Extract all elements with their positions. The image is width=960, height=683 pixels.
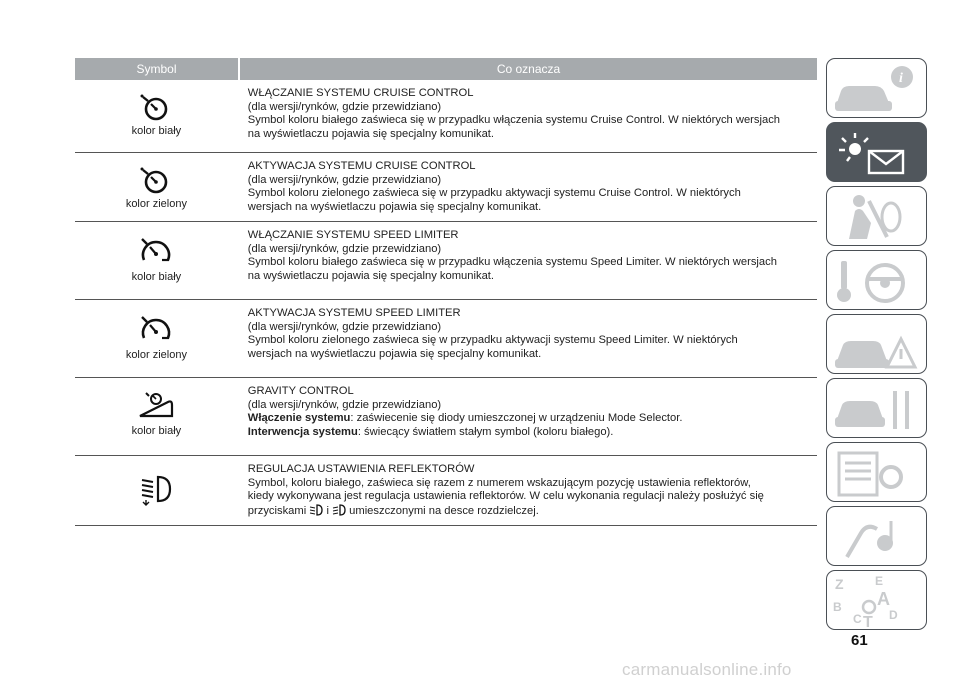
tab-emergency[interactable] xyxy=(826,314,927,374)
meaning-cell xyxy=(238,153,817,221)
symbol-cell xyxy=(75,300,238,377)
meaning-cell xyxy=(238,378,817,455)
index-letter: Z xyxy=(835,576,844,592)
meaning-bold: Interwencja systemu xyxy=(247,425,358,438)
meaning-title: WŁĄCZANIE SYSTEMU CRUISE CONTROL xyxy=(247,87,474,99)
meaning-text: wersjach na wyświetlaczu pojawia się specjalny komunikat. xyxy=(247,347,542,360)
symbol-color-label: kolor zielony xyxy=(125,349,187,361)
index-letter: C xyxy=(853,612,862,626)
symbol-cell xyxy=(75,153,238,221)
index-letter: E xyxy=(875,574,884,588)
symbol-cell xyxy=(75,80,238,152)
index-letter: A xyxy=(877,589,890,609)
header-meaning: Co oznacza xyxy=(240,58,817,80)
symbol-cell xyxy=(75,222,238,299)
tab-car-info[interactable] xyxy=(826,58,927,118)
tab-safety[interactable] xyxy=(826,186,927,246)
symbol-color-label: kolor zielony xyxy=(125,198,187,210)
table-row xyxy=(75,153,817,222)
meaning-subtitle: (dla wersji/rynków, gdzie przewidziano) xyxy=(247,320,442,333)
tab-multimedia[interactable] xyxy=(826,506,927,566)
meaning-cell xyxy=(238,80,817,152)
symbol-cell xyxy=(75,456,238,525)
meaning-title: GRAVITY CONTROL xyxy=(247,385,354,397)
multimedia-icon xyxy=(827,507,927,566)
symbol-color-label: kolor biały xyxy=(131,125,182,137)
meaning-subtitle: (dla wersji/rynków, gdzie przewidziano) xyxy=(247,173,442,186)
meaning-cell xyxy=(238,456,817,525)
meaning-text: Symbol koloru zielonego zaświeca się w przypadku aktywacji systemu Speed Limiter. W niektórych xyxy=(247,334,738,347)
symbol-color-label: kolor biały xyxy=(131,271,182,283)
svg-text:i: i xyxy=(899,71,903,86)
tab-technical-data[interactable] xyxy=(826,442,927,502)
meaning-span: : zaświecenie się diody umieszczonej w urządzeniu Mode Selector. xyxy=(350,412,683,425)
index-letter: D xyxy=(889,608,898,622)
table-row xyxy=(75,300,817,378)
technical-data-icon xyxy=(827,443,927,502)
table-row xyxy=(75,222,817,300)
meaning-title: AKTYWACJA SYSTEMU CRUISE CONTROL xyxy=(247,160,476,172)
meaning-subtitle: (dla wersji/rynków, gdzie przewidziano) xyxy=(247,100,442,113)
meaning-text xyxy=(248,504,817,519)
car-info-icon xyxy=(827,59,927,118)
meaning-text: Symbol koloru białego zaświeca się w przypadku włączenia systemu Speed Limiter. W niektórych wersjach xyxy=(247,256,777,269)
speed-limiter-icon xyxy=(134,312,178,346)
meaning-text xyxy=(248,426,817,440)
meaning-span: : świecący światłem stałym symbol (koloru białego). xyxy=(357,425,614,438)
warning-lights-message-icon xyxy=(827,123,927,182)
index-letter: B xyxy=(833,600,842,614)
headlight-leveling-icon xyxy=(134,472,178,506)
meaning-span: umieszczonymi na desce rozdzielczej. xyxy=(349,504,539,517)
cruise-control-icon xyxy=(134,165,178,195)
meaning-subtitle: (dla wersji/rynków, gdzie przewidziano) xyxy=(247,398,442,411)
table-row xyxy=(75,456,817,526)
symbols-table xyxy=(75,58,817,526)
meaning-span: i xyxy=(326,504,329,517)
meaning-span: przyciskami xyxy=(247,504,307,517)
table-header xyxy=(75,58,817,80)
meaning-cell xyxy=(238,300,817,377)
emergency-car-icon xyxy=(827,315,927,374)
speed-limiter-icon xyxy=(134,234,178,268)
meaning-text: na wyświetlaczu pojawia się specjalny komunikat. xyxy=(247,127,495,140)
tab-starting-driving[interactable] xyxy=(826,250,927,310)
index-letter: T xyxy=(863,614,873,631)
headlight-up-button-icon xyxy=(332,504,346,516)
symbol-cell xyxy=(75,378,238,455)
watermark: carmanualsonline.info xyxy=(622,660,792,679)
meaning-text: wersjach na wyświetlaczu pojawia się specjalny komunikat. xyxy=(247,200,542,213)
meaning-title: REGULACJA USTAWIENIA REFLEKTORÓW xyxy=(247,463,475,475)
safety-airbag-icon xyxy=(827,187,927,246)
key-steering-wheel-icon xyxy=(827,251,927,310)
symbol-color-label: kolor biały xyxy=(131,425,182,437)
chapter-sidebar xyxy=(826,58,929,634)
table-row xyxy=(75,378,817,456)
meaning-text: kiedy wykonywana jest regulacja ustawienia reflektorów. W celu wykonania regulacji należy posłużyć się xyxy=(247,490,764,503)
headlight-down-button-icon xyxy=(309,504,323,516)
meaning-subtitle: (dla wersji/rynków, gdzie przewidziano) xyxy=(247,242,442,255)
cruise-control-icon xyxy=(134,92,178,122)
meaning-title: AKTYWACJA SYSTEMU SPEED LIMITER xyxy=(247,307,461,319)
car-maintenance-icon xyxy=(827,379,927,438)
meaning-text: Symbol, koloru białego, zaświeca się razem z numerem wskazującym pozycję ustawienia reflektorów, xyxy=(247,476,751,489)
gravity-control-icon xyxy=(134,390,178,422)
meaning-text: Symbol koloru zielonego zaświeca się w przypadku aktywacji systemu Cruise Control. W niektórych xyxy=(247,187,741,200)
table-row xyxy=(75,80,817,153)
meaning-text xyxy=(248,412,817,426)
meaning-text: Symbol koloru białego zaświeca się w przypadku włączenia systemu Cruise Control. W niektórych wersjach xyxy=(247,114,781,127)
header-symbol: Symbol xyxy=(75,58,238,80)
tab-maintenance[interactable] xyxy=(826,378,927,438)
meaning-cell xyxy=(238,222,817,299)
tab-warning-lights[interactable] xyxy=(826,122,927,182)
meaning-bold: Włączenie systemu xyxy=(247,412,351,425)
meaning-title: WŁĄCZANIE SYSTEMU SPEED LIMITER xyxy=(247,229,459,241)
index-icon xyxy=(827,571,927,630)
tab-index[interactable] xyxy=(826,570,927,630)
page-number: 61 xyxy=(851,632,868,649)
meaning-text: na wyświetlaczu pojawia się specjalny komunikat. xyxy=(247,269,495,282)
